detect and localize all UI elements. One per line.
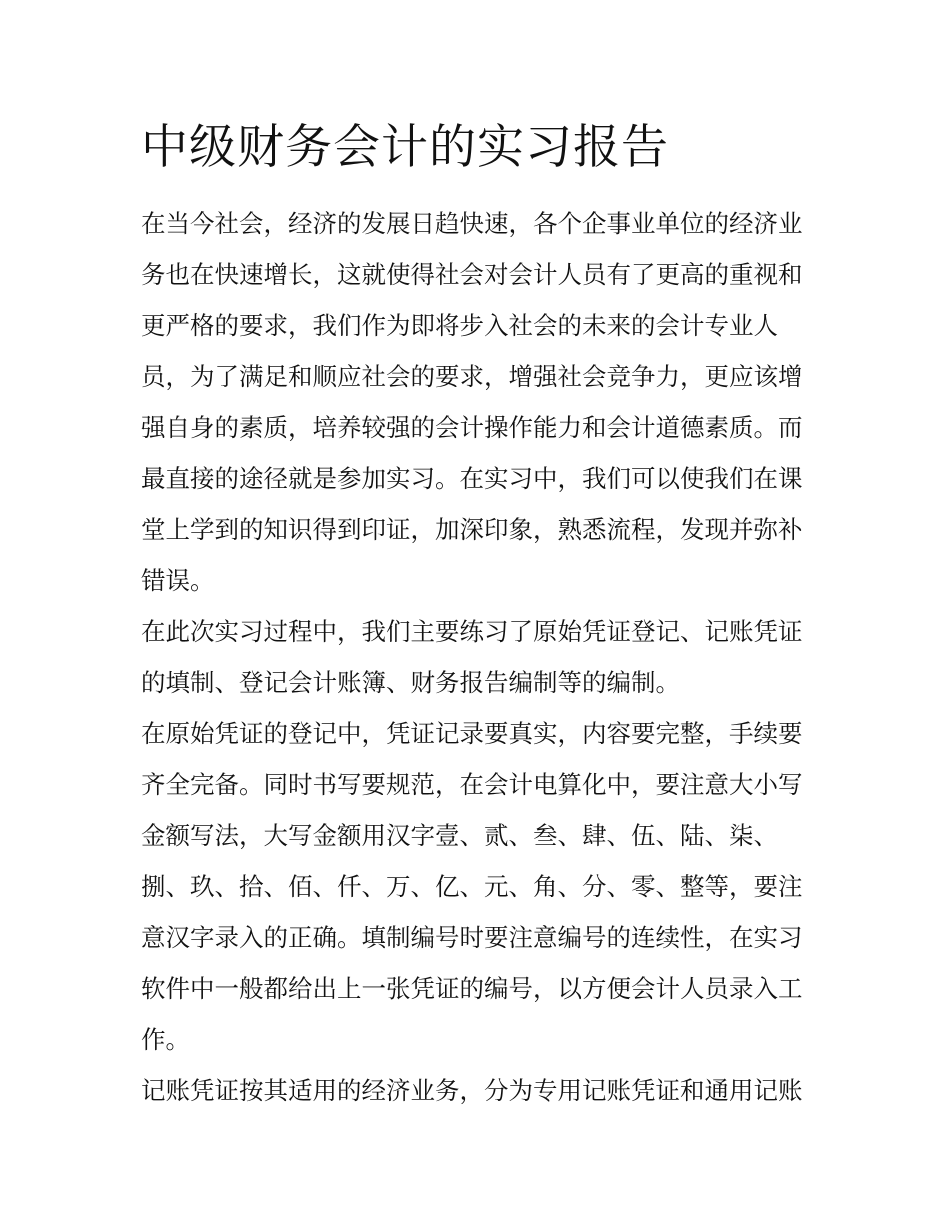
text-line: 务也在快速增长，这就使得社会对会计人员有了更高的重视和: [141, 260, 803, 289]
text-line: 软件中一般都给出上一张凭证的编号，以方便会计人员录入工: [141, 974, 803, 1003]
paragraph-practice-content: [141, 606, 821, 708]
text-line: 作。: [141, 1025, 190, 1054]
text-line: 在当今社会，经济的发展日趋快速，各个企事业单位的经济业: [141, 209, 803, 238]
text-line: 在原始凭证的登记中，凭证记录要真实，内容要完整，手续要: [141, 719, 803, 748]
text-line: 捌、玖、拾、佰、仟、万、亿、元、角、分、零、整等，要注: [141, 872, 803, 901]
text-line: 记账凭证按其适用的经济业务，分为专用记账凭证和通用记账: [141, 1076, 803, 1105]
paragraph-intro: [141, 198, 821, 606]
text-line: 更严格的要求，我们作为即将步入社会的未来的会计专业人: [141, 311, 778, 340]
text-line: 在此次实习过程中，我们主要练习了原始凭证登记、记账凭证: [141, 617, 803, 646]
text-line: 员，为了满足和顺应社会的要求，增强社会竞争力，更应该增: [141, 362, 803, 391]
paragraph-original-voucher: [141, 708, 821, 1065]
text-line: 强自身的素质，培养较强的会计操作能力和会计道德素质。而: [141, 413, 803, 442]
paragraph-accounting-voucher: [141, 1065, 821, 1116]
text-line: 齐全完备。同时书写要规范，在会计电算化中，要注意大小写: [141, 770, 803, 799]
document-title: 中级财务会计的实习报告: [141, 120, 669, 175]
text-line: 堂上学到的知识得到印证，加深印象，熟悉流程，发现并弥补: [141, 515, 803, 544]
text-line: 金额写法，大写金额用汉字壹、贰、叁、肆、伍、陆、柒、: [141, 821, 778, 850]
text-line: 错误。: [141, 566, 215, 595]
text-line: 的填制、登记会计账簿、财务报告编制等的编制。: [141, 668, 680, 697]
text-line: 最直接的途径就是参加实习。在实习中，我们可以使我们在课: [141, 464, 803, 493]
document-body: [141, 198, 821, 1116]
text-line: 意汉字录入的正确。填制编号时要注意编号的连续性，在实习: [141, 923, 803, 952]
